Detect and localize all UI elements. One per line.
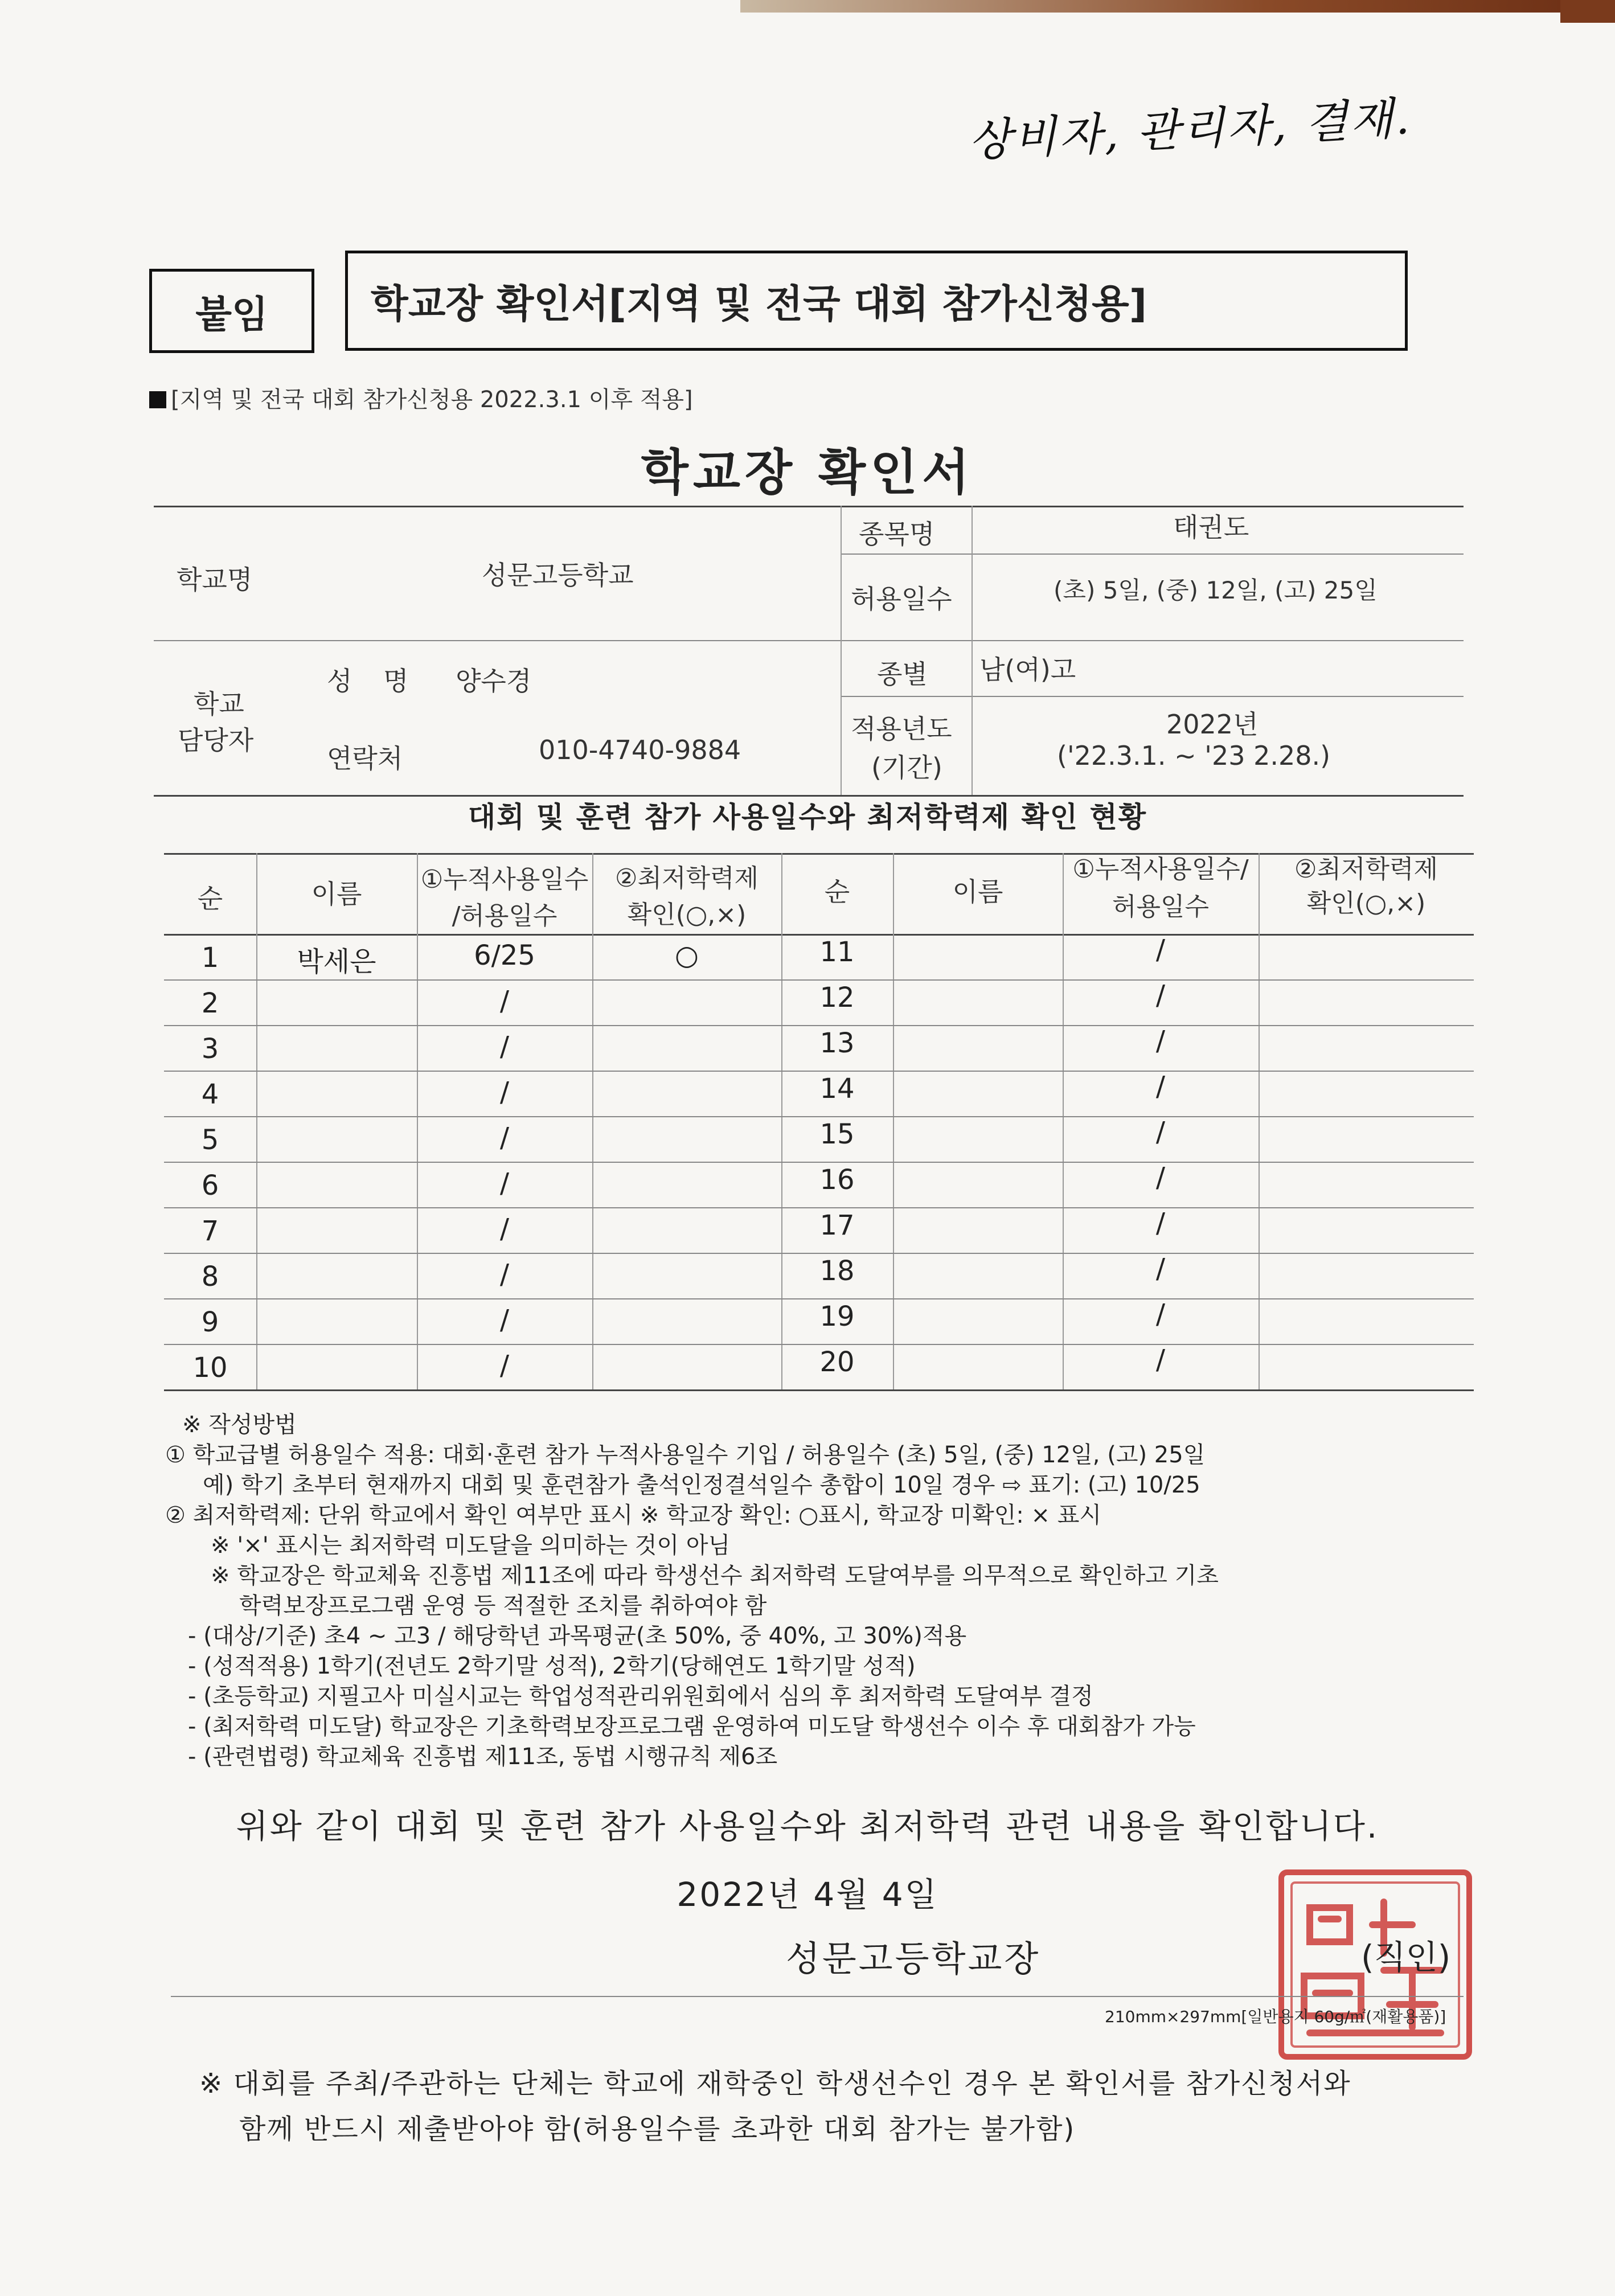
footer-note-1: ※ 대회를 주최/주관하는 단체는 학교에 재학중인 학생선수인 경우 본 확인서를 참가신청서와 xyxy=(199,2068,1351,2100)
row-rule xyxy=(164,1116,1474,1117)
row-days-right: / xyxy=(1155,934,1166,966)
row-number: 6 xyxy=(201,1170,219,1202)
row-number-right: 13 xyxy=(819,1027,855,1059)
attachment-label: 붙임 xyxy=(195,292,268,337)
seal-label: (직인) xyxy=(1361,1938,1451,1977)
rule xyxy=(592,853,593,1389)
header-check-right-1: ②최저학력제 xyxy=(1294,855,1438,884)
header-days-right-1: ①누적사용일수/ xyxy=(1072,855,1249,884)
note-line: ① 학교급별 허용일수 적용: 대회·훈련 참가 누적사용일수 기입 / 허용일수 (초) 5일, (중) 12일, (고) 25일 xyxy=(165,1442,1206,1468)
principal-signature: 성문고등학교장 xyxy=(786,1938,1041,1979)
row-rule xyxy=(164,1162,1474,1163)
row-number-right: 17 xyxy=(819,1210,855,1241)
row-rule xyxy=(164,1253,1474,1254)
row-number: 8 xyxy=(201,1261,219,1293)
note-line: ※ '×' 표시는 최저학력 미도달을 의미하는 것이 아님 xyxy=(211,1532,731,1559)
footer-note-2: 함께 반드시 제출받아야 함(허용일수를 초과한 대회 참가는 불가함) xyxy=(239,2113,1076,2145)
header-name-right: 이름 xyxy=(952,876,1003,907)
row-days-right: / xyxy=(1155,979,1166,1011)
note-line: - (대상/기준) 초4 ~ 고3 / 해당학년 과목평균(초 50%, 중 40%, 고 30%)적용 xyxy=(188,1623,967,1649)
manager-label-1: 학교 xyxy=(194,688,244,719)
row-days: / xyxy=(499,1167,510,1199)
row-number: 2 xyxy=(201,987,219,1019)
row-number-right: 16 xyxy=(819,1164,855,1196)
row-number-right: 14 xyxy=(819,1073,855,1105)
row-number-right: 20 xyxy=(819,1346,855,1378)
sport-value: 태권도 xyxy=(1173,512,1249,543)
row-number: 3 xyxy=(201,1033,219,1065)
paper-edge-dark xyxy=(1560,0,1615,23)
row-days-right: / xyxy=(1155,1025,1166,1057)
row-rule xyxy=(164,1025,1474,1026)
row-days-right: / xyxy=(1155,1116,1166,1148)
period-value-1: 2022년 xyxy=(1166,709,1259,740)
header-name: 이름 xyxy=(311,879,362,909)
note-line: ② 최저학력제: 단위 학교에서 확인 여부만 표시 ※ 학교장 확인: ○표시, 학교장 미확인: × 표시 xyxy=(165,1502,1102,1528)
note-line: ※ 작성방법 xyxy=(182,1412,297,1438)
attachment-title: 학교장 확인서[지역 및 전국 대회 참가신청용] xyxy=(371,281,1147,327)
row-days: / xyxy=(499,1213,510,1245)
handwritten-note: 상비자, 관리자, 결재. xyxy=(967,92,1413,167)
name-label: 성 명 xyxy=(327,666,420,696)
row-days-right: / xyxy=(1155,1162,1166,1194)
attachment-label-box xyxy=(149,269,314,353)
rule xyxy=(164,1389,1474,1391)
subheader-text: [지역 및 전국 대회 참가신청용 2022.3.1 이후 적용] xyxy=(171,387,693,413)
row-name: 박세은 xyxy=(297,946,376,978)
row-number: 5 xyxy=(201,1124,219,1156)
header-days-right-2: 허용일수 xyxy=(1112,892,1209,921)
section-title: 대회 및 훈련 참가 사용일수와 최저학력제 확인 현황 xyxy=(468,801,1147,834)
row-days-right: / xyxy=(1155,1253,1166,1285)
paper-edge-decoration xyxy=(740,0,1615,13)
rule xyxy=(154,506,1464,507)
row-number: 9 xyxy=(201,1306,219,1338)
row-rule xyxy=(164,1071,1474,1072)
rule xyxy=(164,934,1474,936)
row-number-right: 15 xyxy=(819,1118,855,1150)
row-days: / xyxy=(499,985,510,1017)
attachment-title-box xyxy=(345,251,1408,351)
confirmation-date: 2022년 4월 4일 xyxy=(677,1875,938,1914)
row-number: 4 xyxy=(201,1079,219,1110)
paper-spec: 210mm×297mm[일반용지 60g/㎡(재활용품)] xyxy=(1105,2007,1446,2026)
header-check-2: 확인(○,×) xyxy=(627,900,747,929)
rule xyxy=(841,554,1464,555)
contact-label: 연락처 xyxy=(327,743,403,774)
confirmation-text: 위와 같이 대회 및 훈련 참가 사용일수와 최저학력 관련 내용을 확인합니다. xyxy=(236,1807,1379,1846)
row-check: ○ xyxy=(675,940,699,971)
subheader xyxy=(149,382,693,414)
row-number: 7 xyxy=(201,1215,219,1247)
rule xyxy=(841,506,842,795)
header-num: 순 xyxy=(197,883,223,914)
header-days-1: ①누적사용일수 xyxy=(420,865,589,894)
note-line: - (최저학력 미도달) 학교장은 기초학력보장프로그램 운영하여 미도달 학생선수 이수 후 대회참가 가능 xyxy=(188,1713,1196,1740)
row-number-right: 11 xyxy=(819,936,855,968)
row-days: / xyxy=(499,1031,510,1063)
row-days: / xyxy=(499,1350,510,1381)
contact-value: 010-4740-9884 xyxy=(539,735,741,765)
row-days-right: / xyxy=(1155,1344,1166,1376)
header-check-1: ②최저학력제 xyxy=(615,864,759,893)
rule xyxy=(893,853,894,1389)
school-label: 학교명 xyxy=(177,564,253,595)
header-check-right-2: 확인(○,×) xyxy=(1306,889,1426,918)
type-label: 종별 xyxy=(877,659,928,690)
row-number-right: 18 xyxy=(819,1255,855,1287)
row-days: / xyxy=(499,1076,510,1108)
note-line: - (성적적용) 1학기(전년도 2학기말 성적), 2학기(당해연도 1학기말 성적) xyxy=(188,1653,916,1679)
school-value: 성문고등학교 xyxy=(482,560,634,591)
square-bullet-icon xyxy=(149,391,166,408)
sport-label: 종목명 xyxy=(859,519,935,550)
row-number-right: 19 xyxy=(819,1301,855,1332)
rule xyxy=(171,1996,1464,1997)
header-num-right: 순 xyxy=(824,876,850,907)
header-days-2: /허용일수 xyxy=(452,901,558,930)
row-days-right: / xyxy=(1155,1071,1166,1102)
note-line: 예) 학기 초부터 현재까지 대회 및 훈련참가 출석인정결석일수 총합이 10일 경우 ⇨ 표기: (고) 10/25 xyxy=(203,1472,1200,1498)
type-value: 남(여)고 xyxy=(979,654,1076,685)
allowed-label: 허용일수 xyxy=(851,584,952,614)
note-line: ※ 학교장은 학교체육 진흥법 제11조에 따라 학생선수 최저학력 도달여부를 의무적으로 확인하고 기초 xyxy=(211,1563,1219,1589)
rule xyxy=(972,506,973,795)
manager-label-2: 담당자 xyxy=(178,725,254,756)
row-days: / xyxy=(499,1304,510,1336)
row-days: / xyxy=(499,1258,510,1290)
row-rule xyxy=(164,1344,1474,1345)
row-number-right: 12 xyxy=(819,982,855,1014)
row-days: 6/25 xyxy=(474,940,535,971)
note-line: - (관련법령) 학교체육 진흥법 제11조, 동법 시행규칙 제6조 xyxy=(188,1744,778,1770)
name-value: 양수경 xyxy=(456,666,532,696)
row-days-right: / xyxy=(1155,1298,1166,1330)
form-title: 학교장 확인서 xyxy=(641,444,974,501)
rule xyxy=(256,853,257,1389)
rule xyxy=(841,696,1464,697)
note-line: 학력보장프로그램 운영 등 적절한 조치를 취하여야 함 xyxy=(239,1593,767,1619)
row-rule xyxy=(164,979,1474,981)
rule xyxy=(1259,853,1260,1389)
row-rule xyxy=(164,1298,1474,1299)
row-number: 1 xyxy=(201,942,219,974)
period-label-1: 적용년도 xyxy=(851,714,952,744)
note-line: - (초등학교) 지필고사 미실시교는 학업성적관리위원회에서 심의 후 최저학력 도달여부 결정 xyxy=(188,1683,1093,1709)
row-days: / xyxy=(499,1122,510,1154)
rule xyxy=(154,640,1464,641)
row-number: 10 xyxy=(192,1352,228,1384)
period-value-2: ('22.3.1. ~ '23 2.28.) xyxy=(1057,740,1331,771)
row-days-right: / xyxy=(1155,1207,1166,1239)
period-label-2: (기간) xyxy=(871,752,942,783)
row-rule xyxy=(164,1207,1474,1208)
allowed-value: (초) 5일, (중) 12일, (고) 25일 xyxy=(1054,576,1378,604)
